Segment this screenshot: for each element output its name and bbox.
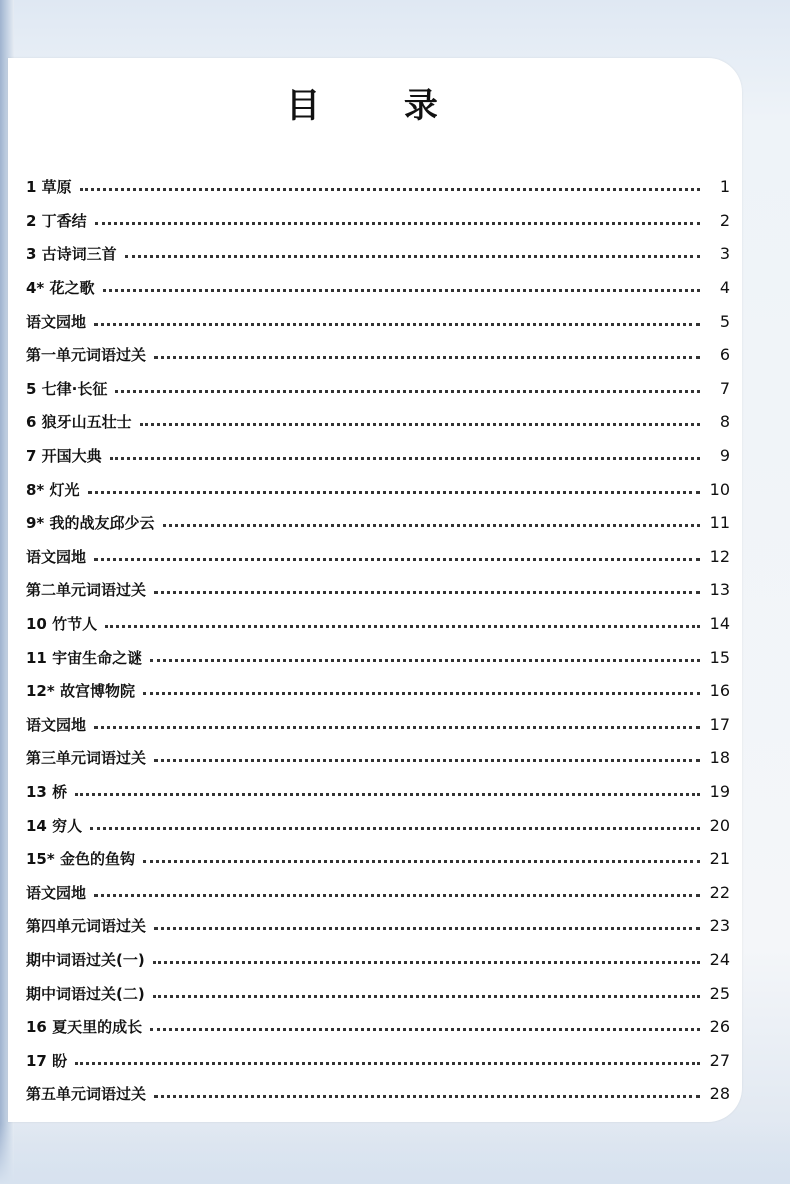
toc-entry[interactable] (26, 708, 730, 742)
toc-entry-label: 6 狼牙山五壮士 (26, 413, 132, 432)
toc-entry-label: 第二单元词语过关 (26, 581, 147, 600)
dot-leader (153, 961, 700, 964)
toc-entry-label: 5 七律·长征 (26, 379, 108, 398)
toc-entry-page-number: 28 (709, 1084, 730, 1104)
dot-leader (154, 927, 700, 930)
dot-leader (88, 491, 700, 494)
dot-leader (154, 591, 700, 594)
toc-entry[interactable] (26, 741, 730, 775)
dot-leader (154, 356, 700, 359)
dot-leader (75, 1062, 700, 1065)
toc-entry-page-number: 20 (709, 815, 730, 835)
toc-entry[interactable] (26, 573, 730, 607)
toc-entry[interactable] (26, 271, 730, 305)
toc-entry[interactable] (26, 204, 730, 238)
toc-entry[interactable] (26, 1010, 730, 1044)
toc-entry-label: 期中词语过关(一) (26, 950, 145, 969)
toc-entry-page-number: 4 (719, 278, 730, 298)
toc-entry-label: 第一单元词语过关 (26, 346, 147, 365)
dot-leader (90, 827, 700, 830)
toc-entry-label: 第五单元词语过关 (26, 1085, 147, 1104)
toc-entry-label: 语文园地 (26, 312, 87, 331)
dot-leader (154, 1095, 700, 1098)
toc-entry[interactable] (26, 875, 730, 909)
toc-entry-label: 3 古诗词三首 (26, 245, 117, 264)
dot-leader (105, 625, 700, 628)
toc-entry-label: 语文园地 (26, 547, 87, 566)
dot-leader (103, 289, 700, 292)
dot-leader (75, 793, 700, 796)
toc-entry-page-number: 10 (709, 479, 730, 499)
dot-leader (94, 323, 700, 326)
toc-entry[interactable] (26, 237, 730, 271)
toc-entry-page-number: 2 (719, 210, 730, 230)
toc-entry-page-number: 14 (709, 614, 730, 634)
toc-entry-label: 语文园地 (26, 715, 87, 734)
dot-leader (163, 524, 700, 527)
dot-leader (80, 188, 700, 191)
dot-leader (153, 995, 700, 998)
toc-entry-page-number: 3 (719, 244, 730, 264)
toc-entry-page-number: 1 (719, 177, 730, 197)
dot-leader (115, 390, 700, 393)
toc-entry-page-number: 17 (709, 714, 730, 734)
toc-entry-label: 17 盼 (26, 1051, 68, 1070)
dot-leader (140, 423, 700, 426)
toc-entry-label: 4* 花之歌 (26, 279, 95, 298)
toc-entry-page-number: 16 (709, 681, 730, 701)
toc-entry[interactable] (26, 775, 730, 809)
toc-entry-page-number: 25 (709, 983, 730, 1003)
dot-leader (94, 894, 700, 897)
toc-entry-page-number: 15 (709, 647, 730, 667)
toc-entry-label: 9* 我的战友邱少云 (26, 514, 155, 533)
toc-entry[interactable] (26, 943, 730, 977)
toc-entry-page-number: 8 (719, 412, 730, 432)
toc-entry-label: 1 草原 (26, 178, 72, 197)
toc-entry-label: 12* 故宫博物院 (26, 682, 135, 701)
toc-entry-page-number: 23 (709, 916, 730, 936)
toc-entry[interactable] (26, 372, 730, 406)
toc-entry-page-number: 5 (719, 311, 730, 331)
dot-leader (94, 558, 700, 561)
page-bottom-edge (0, 1124, 790, 1184)
toc-entry-page-number: 13 (709, 580, 730, 600)
toc-entry[interactable] (26, 472, 730, 506)
toc-entry[interactable] (26, 540, 730, 574)
toc-entry-page-number: 27 (709, 1050, 730, 1070)
toc-entry[interactable] (26, 640, 730, 674)
dot-leader (143, 860, 700, 863)
dot-leader (110, 457, 700, 460)
toc-entry-label: 7 开国大典 (26, 447, 102, 466)
toc-entry[interactable] (26, 439, 730, 473)
toc-entry-page-number: 22 (709, 882, 730, 902)
toc-entry-page-number: 6 (719, 345, 730, 365)
toc-entry[interactable] (26, 304, 730, 338)
toc-entry-label: 2 丁香结 (26, 211, 87, 230)
toc-entry-label: 语文园地 (26, 883, 87, 902)
toc-entry-label: 15* 金色的鱼钩 (26, 850, 135, 869)
toc-entry-page-number: 12 (709, 546, 730, 566)
toc-entry-page-number: 18 (709, 748, 730, 768)
toc-entry-label: 8* 灯光 (26, 480, 80, 499)
toc-entry-page-number: 19 (709, 781, 730, 801)
toc-entry-label: 第四单元词语过关 (26, 917, 147, 936)
table-of-contents (26, 170, 730, 1111)
dot-leader (94, 726, 700, 729)
dot-leader (95, 222, 700, 225)
toc-entry[interactable] (26, 976, 730, 1010)
dot-leader (150, 1028, 700, 1031)
toc-entry-page-number: 7 (719, 378, 730, 398)
page-title: 目 录 (286, 86, 474, 126)
toc-entry[interactable] (26, 338, 730, 372)
toc-entry-page-number: 11 (709, 513, 730, 533)
toc-entry-label: 13 桥 (26, 782, 68, 801)
toc-entry[interactable] (26, 1077, 730, 1111)
toc-entry-page-number: 21 (709, 849, 730, 869)
toc-entry-label: 10 竹节人 (26, 615, 98, 634)
dot-leader (125, 255, 700, 258)
toc-entry-label: 期中词语过关(二) (26, 984, 145, 1003)
toc-entry[interactable] (26, 842, 730, 876)
dot-leader (150, 659, 700, 662)
toc-entry[interactable] (26, 170, 730, 204)
toc-entry-page-number: 26 (709, 1017, 730, 1037)
dot-leader (143, 692, 700, 695)
toc-entry-page-number: 9 (719, 446, 730, 466)
toc-entry[interactable] (26, 674, 730, 708)
toc-entry-label: 16 夏天里的成长 (26, 1018, 143, 1037)
toc-entry[interactable] (26, 506, 730, 540)
dot-leader (154, 759, 700, 762)
toc-entry[interactable] (26, 808, 730, 842)
toc-entry-page-number: 24 (709, 949, 730, 969)
toc-entry[interactable] (26, 607, 730, 641)
toc-entry-label: 14 穷人 (26, 816, 83, 835)
toc-entry[interactable] (26, 909, 730, 943)
toc-entry-label: 第三单元词语过关 (26, 749, 147, 768)
toc-entry[interactable] (26, 405, 730, 439)
toc-entry-label: 11 宇宙生命之谜 (26, 648, 143, 667)
toc-entry[interactable] (26, 1043, 730, 1077)
